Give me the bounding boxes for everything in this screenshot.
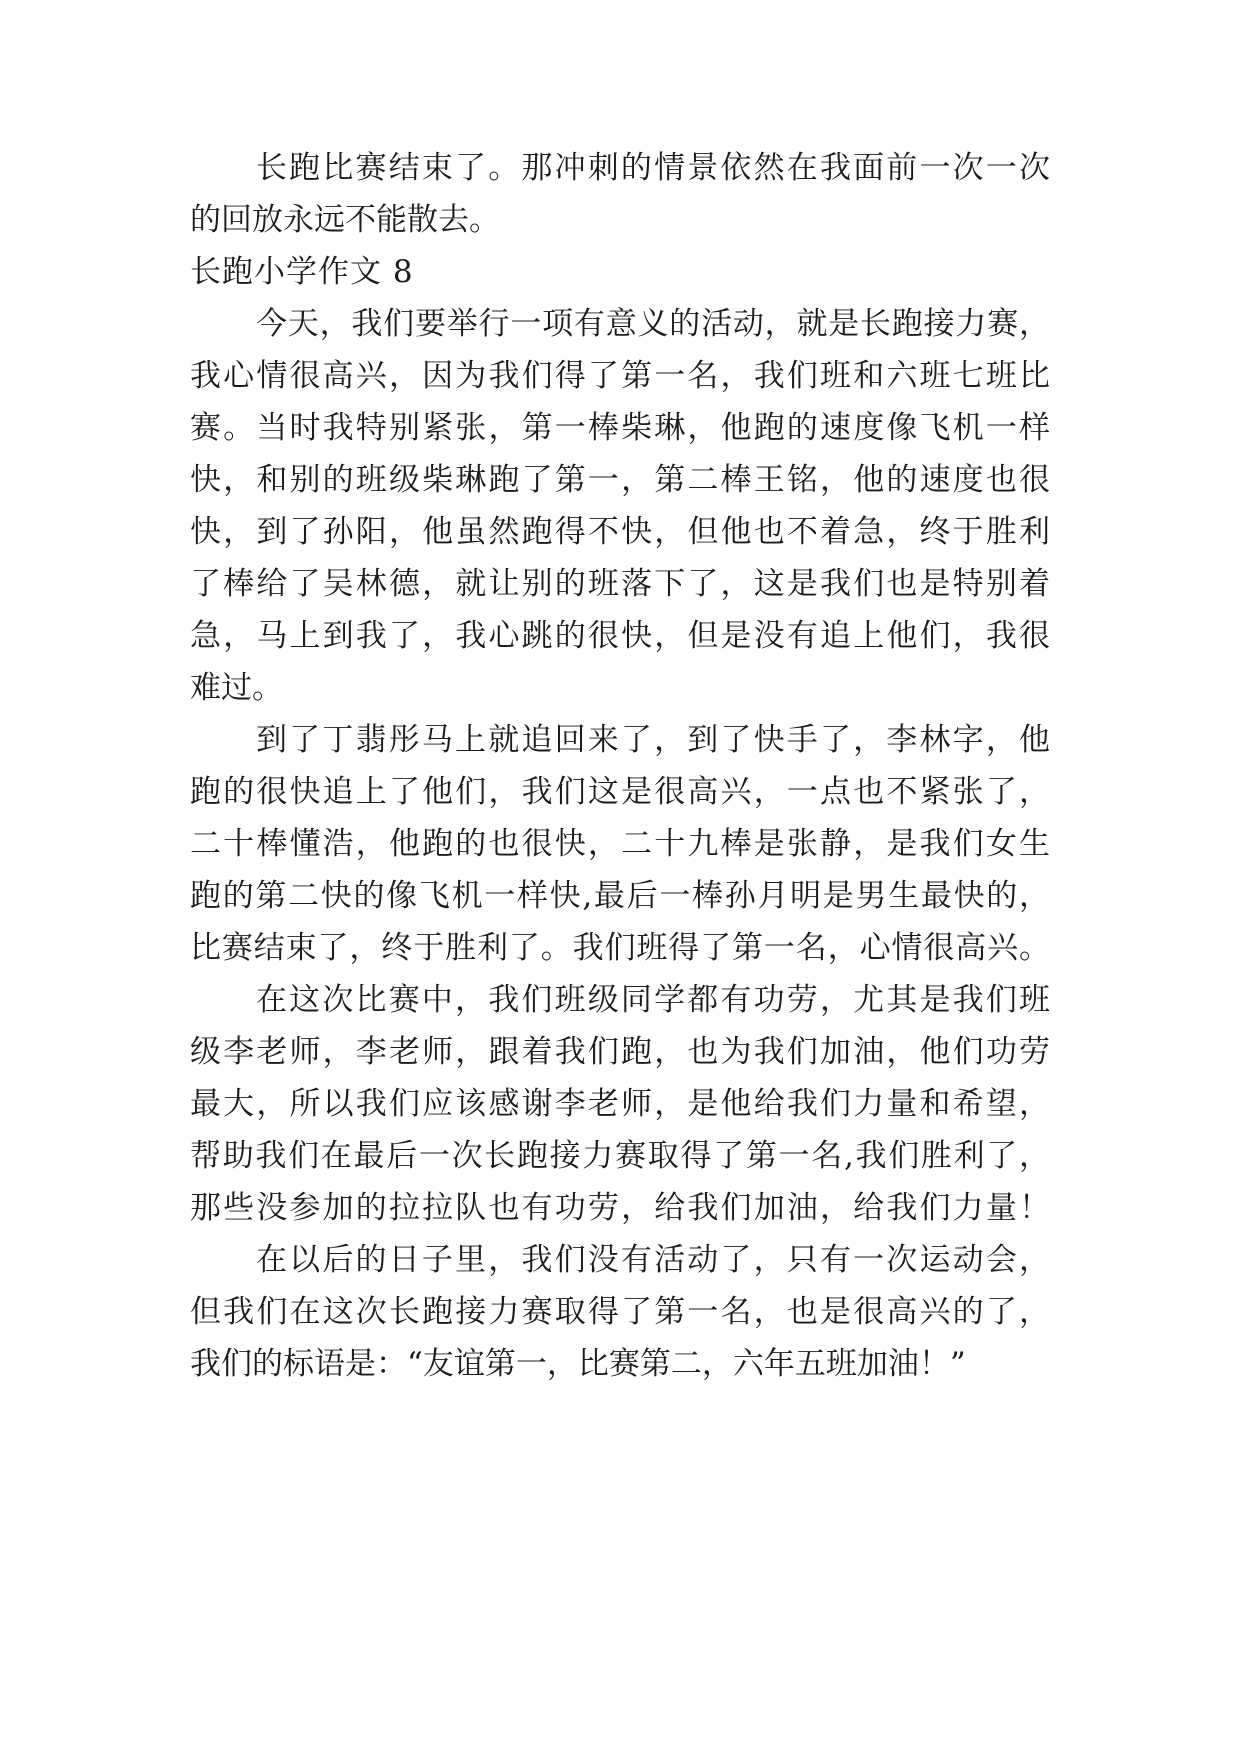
paragraph-line: 快，到了孙阳，他虽然跑得不快，但他也不着急，终于胜利 bbox=[190, 514, 1050, 550]
paragraph bbox=[190, 298, 1050, 714]
paragraph-line: 到了丁翡彤马上就追回来了，到了快手了，李林字，他 bbox=[256, 722, 1050, 758]
paragraph-line: 跑的第二快的像飞机一样快,最后一棒孙月明是男生最快的， bbox=[190, 878, 1050, 914]
paragraph-line: 快，和别的班级柴琳跑了第一，第二棒王铭，他的速度也很 bbox=[190, 462, 1050, 498]
paragraph-line: 最大，所以我们应该感谢李老师，是他给我们力量和希望， bbox=[190, 1086, 1050, 1122]
essay-title: 长跑小学作文 8 bbox=[190, 254, 414, 290]
paragraph-line: 但我们在这次长跑接力赛取得了第一名，也是很高兴的了， bbox=[190, 1294, 1050, 1330]
paragraph bbox=[190, 1234, 1050, 1390]
paragraph-line: 在以后的日子里，我们没有活动了，只有一次运动会， bbox=[256, 1242, 1050, 1278]
paragraph-line: 级李老师，李老师，跟着我们跑，也为我们加油，他们功劳 bbox=[190, 1034, 1050, 1070]
paragraph-line: 了棒给了吴林德，就让别的班落下了，这是我们也是特别着 bbox=[190, 566, 1050, 602]
paragraph-line: 今天，我们要举行一项有意义的活动，就是长跑接力赛， bbox=[256, 306, 1050, 342]
paragraph-line: 长跑比赛结束了。那冲刺的情景依然在我面前一次一次 bbox=[256, 150, 1050, 186]
paragraph bbox=[190, 714, 1050, 974]
paragraph-line: 我们的标语是：“友谊第一，比赛第二，六年五班加油！” bbox=[190, 1346, 966, 1382]
paragraph-line: 赛。当时我特别紧张，第一棒柴琳，他跑的速度像飞机一样 bbox=[190, 410, 1050, 446]
paragraph bbox=[190, 142, 1050, 246]
paragraph-line: 二十棒懂浩，他跑的也很快，二十九棒是张静，是我们女生 bbox=[190, 826, 1050, 862]
paragraph-line: 的回放永远不能散去。 bbox=[190, 202, 500, 238]
paragraph-line: 那些没参加的拉拉队也有功劳，给我们加油，给我们力量！ bbox=[190, 1190, 1050, 1226]
paragraph-line: 我心情很高兴，因为我们得了第一名，我们班和六班七班比 bbox=[190, 358, 1050, 394]
paragraph-line: 跑的很快追上了他们，我们这是很高兴，一点也不紧张了， bbox=[190, 774, 1050, 810]
paragraph-line: 比赛结束了，终于胜利了。我们班得了第一名，心情很高兴。 bbox=[190, 930, 1050, 966]
paragraph-line: 急，马上到我了，我心跳的很快，但是没有追上他们，我很 bbox=[190, 618, 1050, 654]
paragraph bbox=[190, 974, 1050, 1234]
paragraph-line: 在这次比赛中，我们班级同学都有功劳，尤其是我们班 bbox=[256, 982, 1050, 1018]
document-body bbox=[190, 142, 1050, 1390]
paragraph-line: 难过。 bbox=[190, 670, 283, 706]
paragraph-line: 帮助我们在最后一次长跑接力赛取得了第一名,我们胜利了， bbox=[190, 1138, 1050, 1174]
